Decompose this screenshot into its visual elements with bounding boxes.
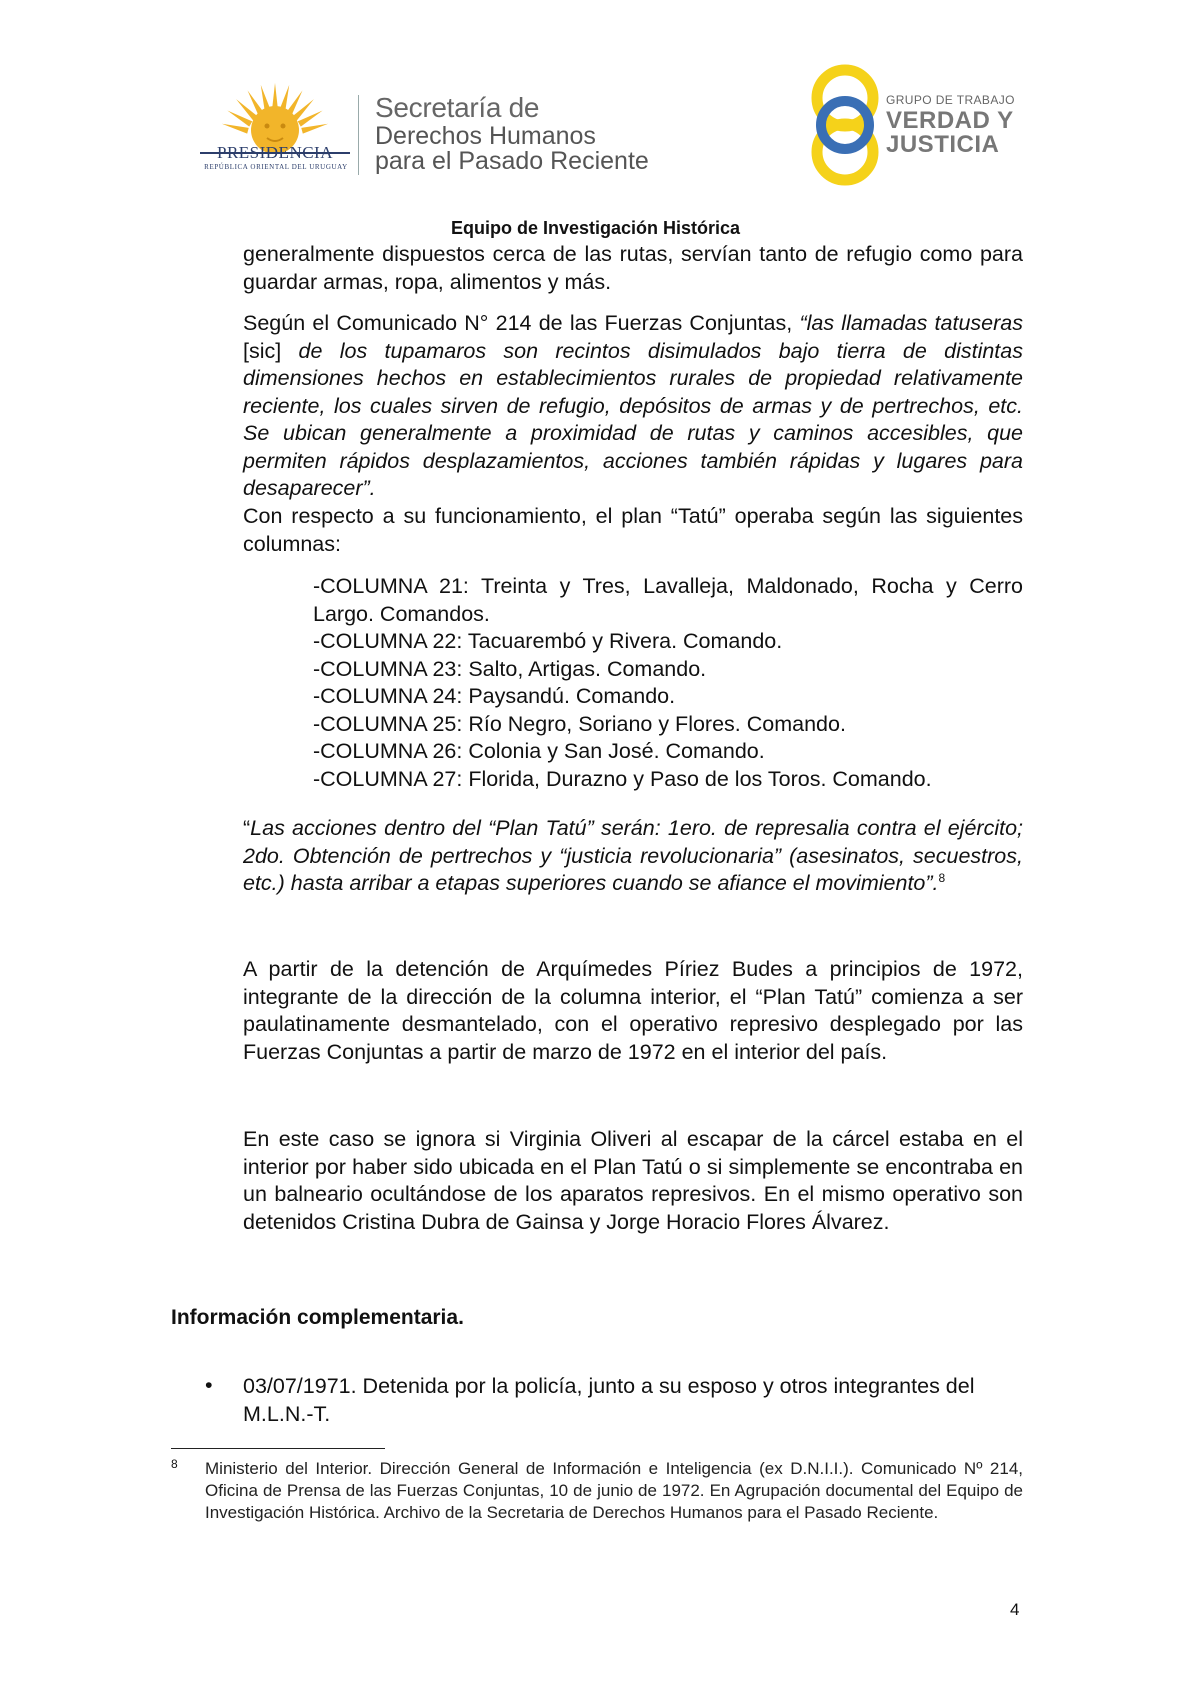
list-item: -COLUMNA 25: Río Negro, Soriano y Flores. Comando. [313,711,846,736]
list-item: -COLUMNA 24: Paysandú. Comando. [313,684,676,708]
verdad-label: VERDAD Y [886,107,1014,134]
list-item: -COLUMNA 22: Tacuarembó y Rivera. Comando. [313,629,783,653]
paragraph-2-quote-a: “las llamadas tatuseras [799,311,1023,335]
footnote-text: Ministerio del Interior. Dirección General de Información e Inteligencia (ex D.N.I.I.). Comunicado Nº 214, Oficina de Prensa de las Fuerzas Conjuntas, 10 de junio de 1972. En Agrupación documental del Equipo de Investigación Histórica. Archivo de la Secretaria de Derechos Humanos para el Pasado Reciente. [205,1459,1023,1522]
paragraph-6 [243,1126,1023,1236]
paragraph-1-text: generalmente dispuestos cerca de las rutas, servían tanto de refugio como para guardar armas, ropa, alimentos y más. [243,242,1023,294]
plan-tatu-quote [243,815,1023,898]
secretaria-line-3: para el Pasado Reciente [375,147,649,175]
header-divider [358,95,359,175]
secretaria-line-1: Secretaría de [375,92,540,123]
quote-text: Las acciones dentro del “Plan Tatú” serán: 1ero. de represalia contra el ejército; 2do. Obtención de pertrechos y “justicia revolucionaria” (asesinatos, secuestros, etc.) hasta arribar a etapas superiores cuando se afiance el movimiento”. [243,816,1023,895]
list-item: -COLUMNA 26: Colonia y San José. Comando. [313,739,765,763]
section-title: Información complementaria. [171,1306,464,1329]
verdad-justicia-rings-logo [808,60,898,190]
page-number: 4 [1010,1600,1020,1619]
footnote-number: 8 [171,1457,178,1471]
paragraph-5-text: A partir de la detención de Arquímedes Píriez Budes a principios de 1972, integrante de la dirección de la columna interior, el “Plan Tatú” comienza a ser paulatinamente desmantelado, con el operativo represivo desplegado por las Fuerzas Conjuntas a partir de marzo de 1972 en el interior del país. [243,957,1023,1064]
presidencia-sublabel: REPÚBLICA ORIENTAL DEL URUGUAY [204,163,348,171]
footnote-divider [171,1448,385,1449]
paragraph-1 [243,241,1023,296]
columns-list [313,573,1023,793]
presidencia-label: PRESIDENCIA [216,143,333,162]
bullet-icon: • [205,1373,213,1397]
justicia-label: JUSTICIA [886,131,1000,158]
list-item: -COLUMNA 23: Salto, Artigas. Comando. [313,656,707,681]
paragraph-3-text: Con respecto a su funcionamiento, el plan “Tatú” operaba según las siguientes columnas: [243,504,1023,556]
list-item: -COLUMNA 27: Florida, Durazno y Paso de los Toros. Comando. [313,766,932,791]
grupo-trabajo-label: GRUPO DE TRABAJO [886,93,1015,107]
paragraph-6-text: En este caso se ignora si Virginia Oliveri al escapar de la cárcel estaba en el interior por haber sido ubicada en el Plan Tatú o si simplemente se encontraba en un balneario ocultándose de los aparatos represivos. En el mismo operativo son detenidos Cristina Dubra de Gainsa y Jorge Horacio Flores Álvarez. [243,1127,1023,1234]
list-item: -COLUMNA 21: Treinta y Tres, Lavalleja, Maldonado, Rocha y Cerro Largo. Comandos. [313,574,1023,626]
paragraph-3 [243,503,1023,558]
quote-open-mark: “ [243,816,251,840]
letterhead [0,0,1191,210]
secretaria-line-2: Derechos Humanos [375,122,596,150]
paragraph-2-quote-b: de los tupamaros son recintos disimulados bajo tierra de distintas dimensiones hechos en establecimientos rurales de propiedad relativamente reciente, los cuales sirven de refugio, depósitos de armas y de pertrechos, etc. Se ubican generalmente a proximidad de rutas y caminos accesibles, que permiten rápidos desplazamientos, acciones también rápidas y lugares para desaparecer”. [243,338,1023,500]
paragraph-5 [243,956,1023,1066]
paragraph-2 [243,310,1023,503]
paragraph-2-sic: [sic] [243,338,299,363]
team-title: Equipo de Investigación Histórica [450,218,741,238]
footnote-ref[interactable]: 8 [938,870,946,885]
bullet-item: 03/07/1971. Detenida por la policía, junto a su esposo y otros integrantes del M.L.N.-T. [243,1374,975,1426]
paragraph-2-intro: Según el Comunicado N° 214 de las Fuerzas Conjuntas, [243,311,800,335]
